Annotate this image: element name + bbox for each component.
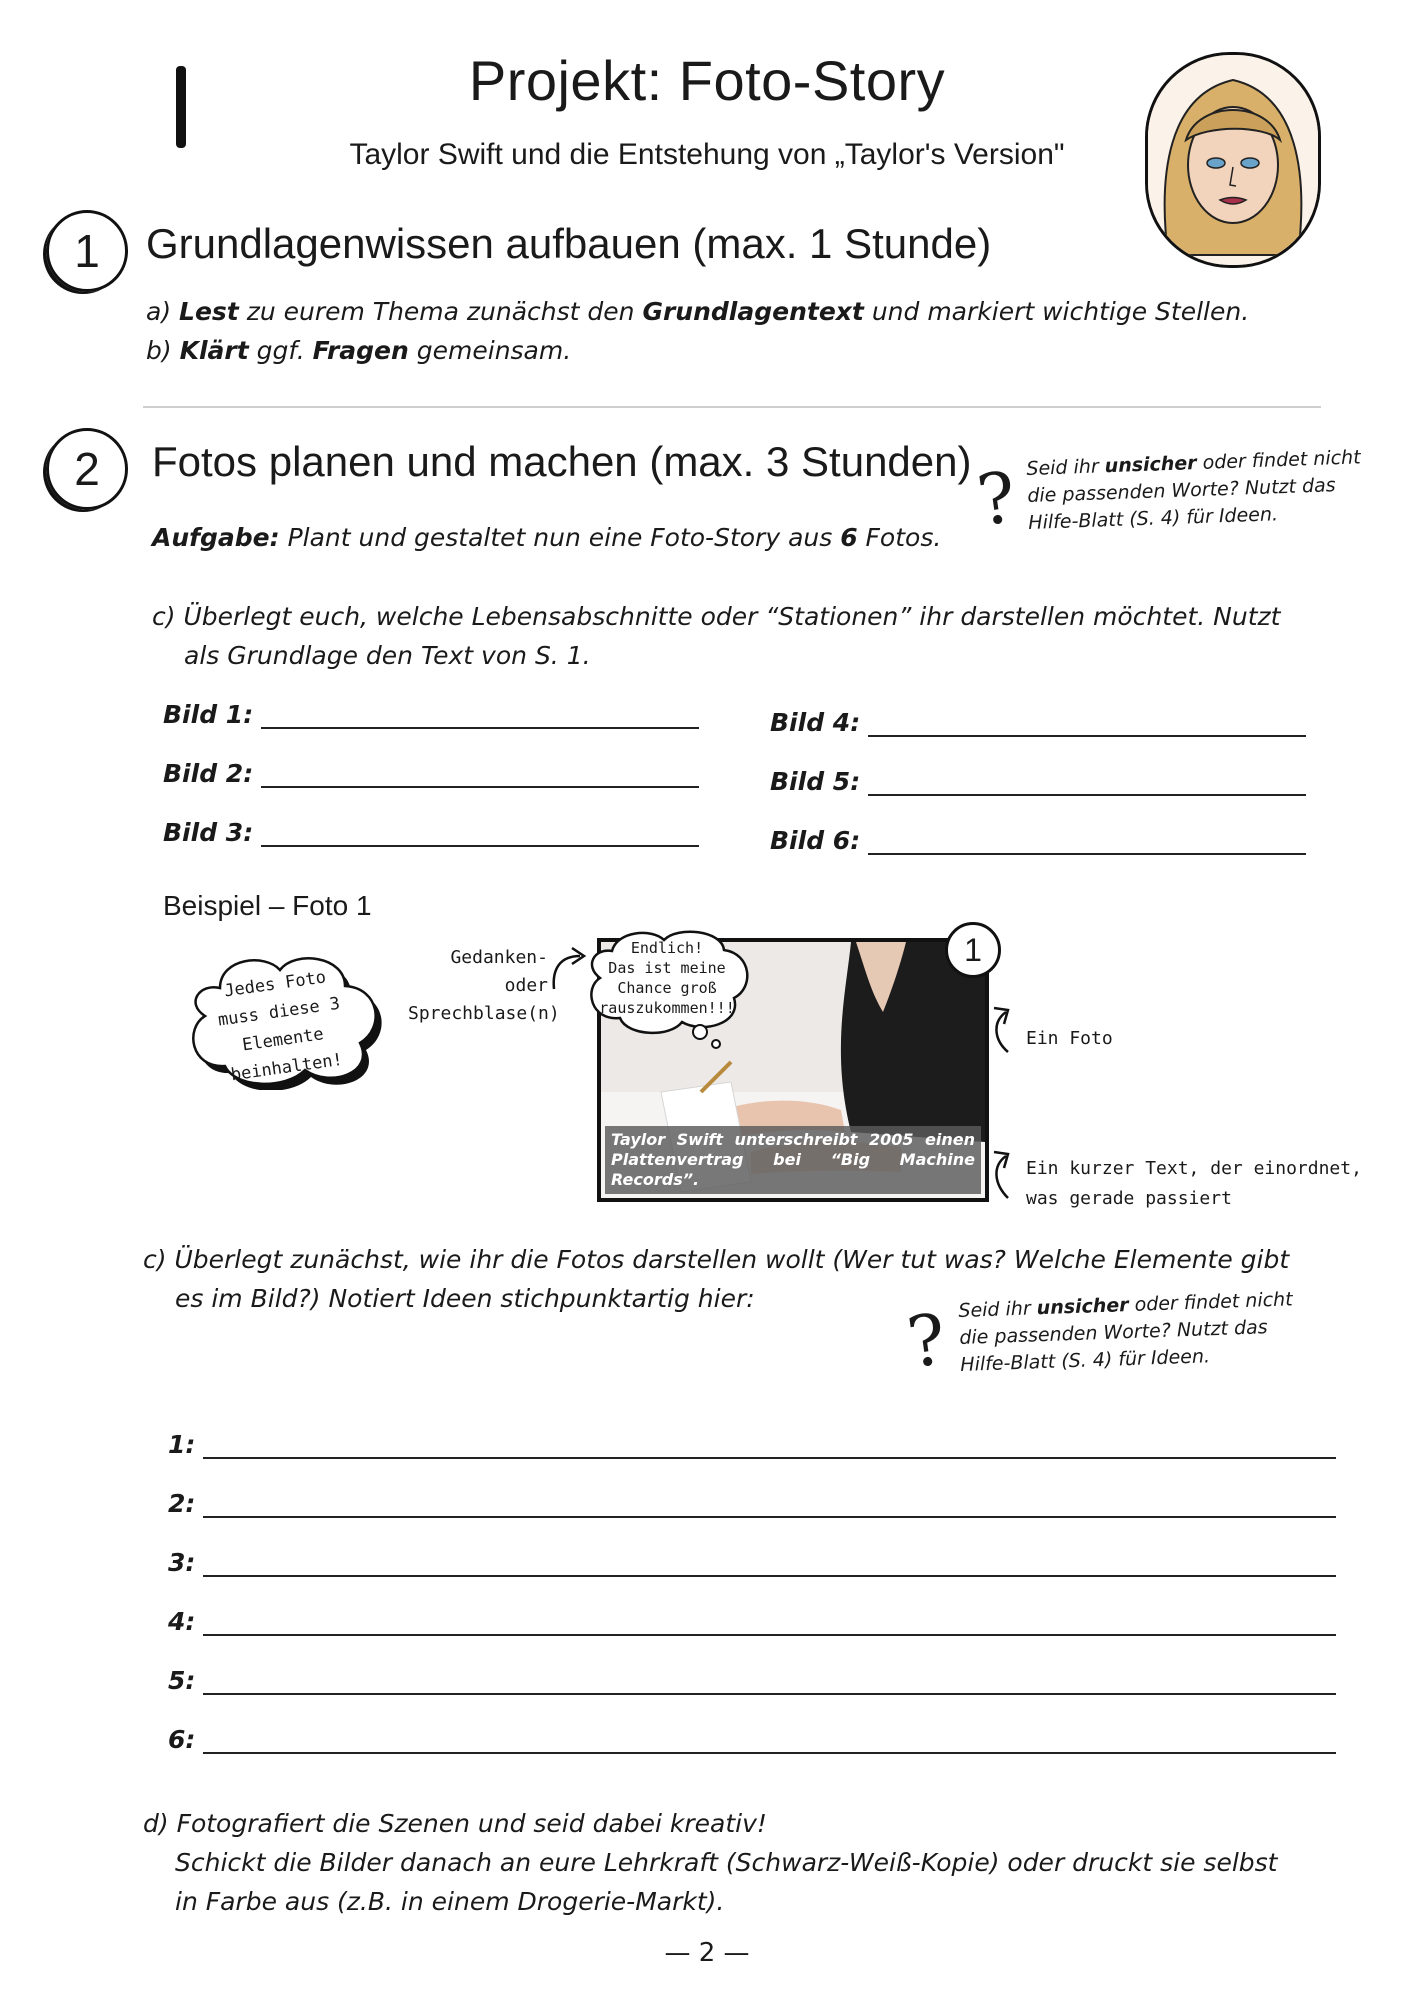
page-title: Projekt: Foto-Story bbox=[468, 49, 946, 112]
note-line-3[interactable]: 3: bbox=[168, 1548, 1336, 1577]
bild-2-field[interactable]: Bild 2: bbox=[163, 759, 699, 788]
example-label: Beispiel – Foto 1 bbox=[163, 890, 372, 921]
text-label: Ein kurzer Text, der einordnet, was gerade passiert bbox=[1026, 1158, 1362, 1209]
foto-label: Ein Foto bbox=[1026, 1028, 1113, 1049]
bild-1-field[interactable]: Bild 1: bbox=[163, 700, 699, 729]
page-subtitle: Taylor Swift und die Entstehung von „Taylor's Version" bbox=[349, 138, 1065, 171]
arrow-icon bbox=[988, 1000, 1024, 1056]
task-text: Aufgabe: Plant und gestaltet nun eine Foto-Story aus 6 Fotos. bbox=[152, 523, 942, 552]
instruction-d: d) Fotografiert die Szenen und seid dabei kreativ! Schickt die Bilder danach an eure Lehrkraft (Schwarz-Weiß-Kopie) oder druckt sie selbst in Farbe aus (z.B. in einem Drogerie-Markt). bbox=[143, 1809, 1278, 1916]
note-line-6[interactable]: 6: bbox=[168, 1725, 1336, 1754]
instruction-a: a) Lest zu eurem Thema zunächst den Grundlagentext und markiert wichtige Stellen. bbox=[146, 297, 1250, 326]
help-hint-2: Seid ihr unsicher oder findet nicht die passenden Worte? Nutzt das Hilfe-Blatt (S. 4) für Ideen. bbox=[958, 1288, 1293, 1376]
note-line-1[interactable]: 1: bbox=[168, 1430, 1336, 1459]
cloud-callout: Jedes Foto muss diese 3 Elemente beinhalten! bbox=[180, 948, 388, 1090]
photo-number-badge: 1 bbox=[945, 922, 1001, 978]
section-divider bbox=[143, 406, 1321, 408]
bild-5-field[interactable]: Bild 5: bbox=[770, 767, 1306, 796]
note-line-5[interactable]: 5: bbox=[168, 1666, 1336, 1695]
note-line-4[interactable]: 4: bbox=[168, 1607, 1336, 1636]
bild-6-field[interactable]: Bild 6: bbox=[770, 826, 1306, 855]
note-line-2[interactable]: 2: bbox=[168, 1489, 1336, 1518]
instruction-b: b) Klärt ggf. Fragen gemeinsam. bbox=[146, 336, 572, 365]
bild-4-field[interactable]: Bild 4: bbox=[770, 708, 1306, 737]
help-hint: Seid ihr unsicher oder findet nicht die passenden Worte? Nutzt das Hilfe-Blatt (S. 4) für Ideen. bbox=[1026, 446, 1361, 534]
thought-bubble: Endlich! Das ist meine Chance groß rauszukommen!!! bbox=[582, 926, 760, 1050]
section-number-2: 2 bbox=[46, 428, 128, 510]
arrow-icon bbox=[988, 1142, 1024, 1202]
bild-3-field[interactable]: Bild 3: bbox=[163, 818, 699, 847]
photo-caption: Taylor Swift unterschreibt 2005 einen Plattenvertrag bei “Big Machine Records”. bbox=[605, 1126, 981, 1194]
portrait-illustration bbox=[1145, 52, 1321, 268]
section-2-title: Fotos planen und machen (max. 3 Stunden) bbox=[152, 438, 972, 485]
question-mark-icon: ? bbox=[902, 1297, 952, 1385]
instruction-c2: c) Überlegt zunächst, wie ihr die Fotos darstellen wollt (Wer tut was? Welche Elemente gibt es im Bild?) Notiert Ideen stichpunktartig hier: bbox=[143, 1245, 1290, 1313]
question-mark-icon: ? bbox=[972, 455, 1022, 543]
section-1-title: Grundlagenwissen aufbauen (max. 1 Stunde) bbox=[146, 220, 992, 267]
instruction-c1: c) Überlegt euch, welche Lebensabschnitte oder “Stationen” ihr darstellen möchtet. Nutzt als Grundlage den Text von S. 1. bbox=[152, 602, 1281, 670]
page-number: — 2 — bbox=[664, 1938, 750, 1968]
bubble-label: Gedanken- oder Sprechblase(n) bbox=[408, 947, 560, 1024]
section-number-1: 1 bbox=[46, 210, 128, 292]
